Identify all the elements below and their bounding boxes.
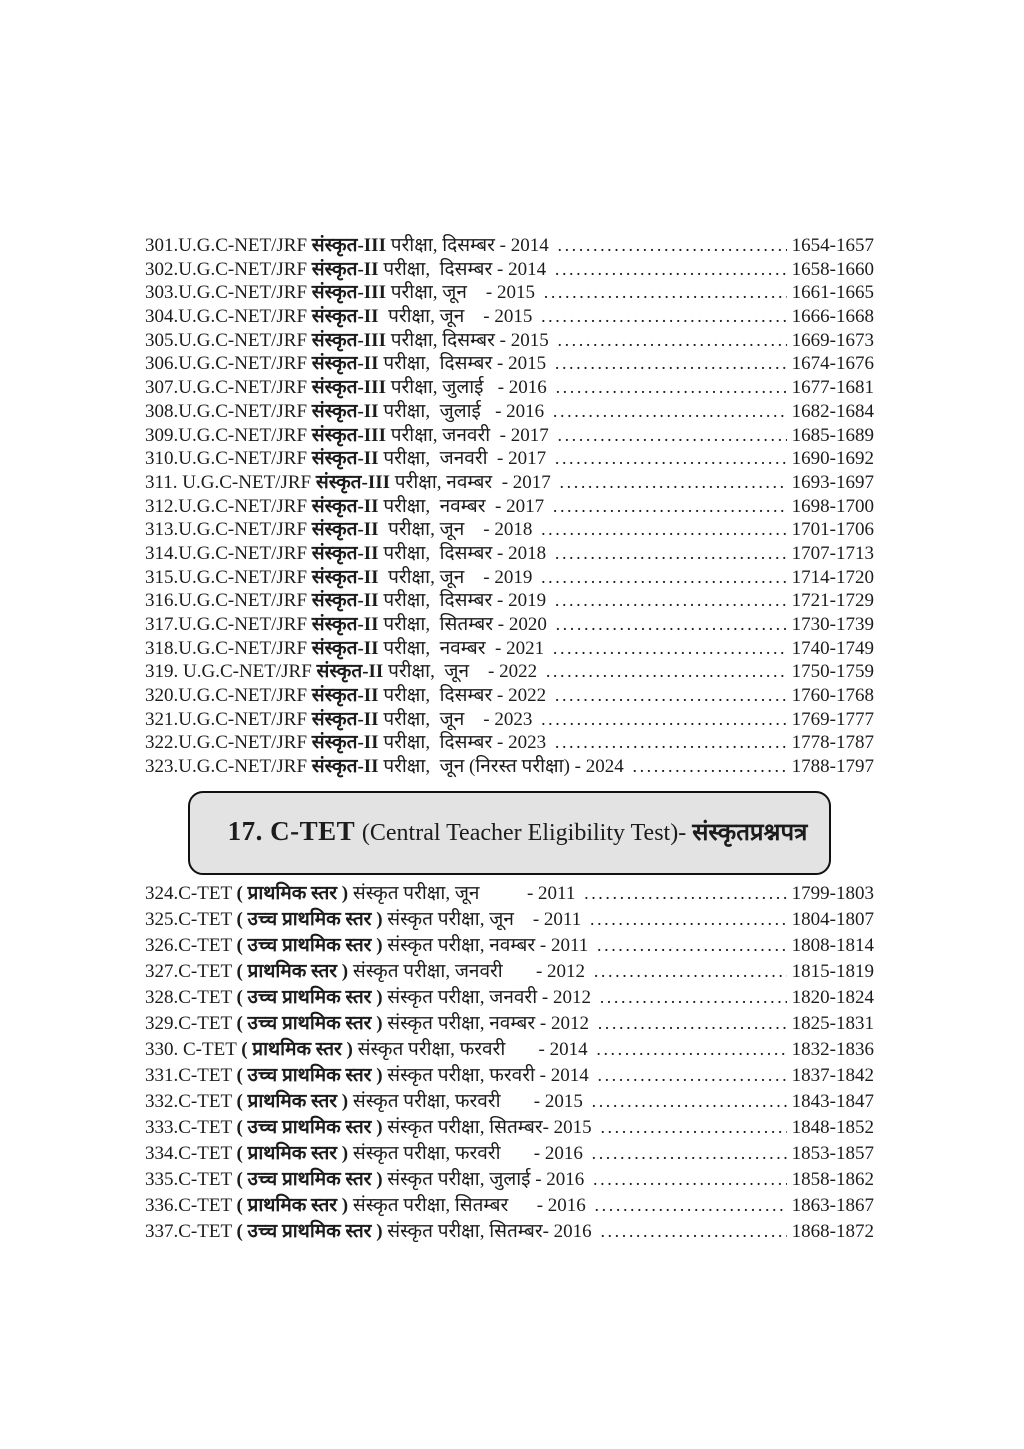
entry-detail-label: संस्कृत परीक्षा, सितम्बर- 2016: [382, 1220, 597, 1242]
toc-entry-row: [145, 1066, 874, 1092]
entry-page-range: 1730-1739: [791, 614, 874, 635]
entry-number-and-exam-label: 328.C-TET: [145, 986, 237, 1008]
dot-leader: [555, 733, 787, 752]
dot-leader: [555, 591, 787, 610]
entry-level-bold-label: ( उच्च प्राथमिक स्तर ): [236, 1220, 383, 1242]
entry-number-and-exam-label: 324.C-TET: [145, 882, 237, 904]
entry-number-and-exam-label: 311. U.G.C-NET/JRF: [145, 471, 316, 493]
entry-number-and-exam-label: 316.U.G.C-NET/JRF: [145, 590, 312, 612]
entry-number-and-exam-label: 321.U.G.C-NET/JRF: [145, 708, 312, 730]
entry-page-range: 1740-1749: [791, 637, 874, 659]
entry-detail-label: परीक्षा, जुलाई - 2016: [385, 377, 552, 399]
ctet-section-hindi-title: संस्कृतप्रश्नपत्र: [692, 819, 808, 846]
dot-leader: [541, 520, 787, 539]
toc-entry-row: [145, 544, 874, 568]
toc-entry-row: [145, 402, 874, 426]
entry-level-bold-label: ( प्राथमिक स्तर ): [236, 1142, 349, 1164]
dot-leader: [600, 988, 787, 1007]
dot-leader: [553, 402, 787, 421]
ctet-section-header: [188, 791, 832, 875]
entry-detail-label: परीक्षा, दिसम्बर - 2018: [378, 542, 551, 564]
entry-paper-bold-label: संस्कृत-III: [311, 424, 386, 446]
toc-entry-row: [145, 331, 874, 355]
dot-leader: [596, 1040, 786, 1059]
entry-detail-label: परीक्षा, जून - 2015: [385, 282, 540, 304]
entry-number-and-exam-label: 322.U.G.C-NET/JRF: [145, 732, 312, 754]
entry-paper-bold-label: संस्कृत-II: [311, 400, 379, 422]
dot-leader: [556, 378, 787, 397]
entry-number-and-exam-label: 337.C-TET: [145, 1220, 237, 1242]
toc-entry-row: [145, 615, 874, 639]
entry-page-range: 1843-1847: [791, 1090, 874, 1112]
toc-entry-row: [145, 1014, 874, 1040]
entry-number-and-exam-label: 306.U.G.C-NET/JRF: [145, 353, 312, 375]
entry-level-bold-label: ( उच्च प्राथमिक स्तर ): [236, 1064, 383, 1086]
entry-page-range: 1808-1814: [791, 934, 874, 956]
entry-paper-bold-label: संस्कृत-II: [311, 258, 379, 280]
entry-page-range: 1820-1824: [791, 986, 874, 1008]
entry-page-range: 1682-1684: [791, 400, 874, 422]
ugc-net-jrf-entries-list: [145, 236, 874, 781]
ctet-section-number-title: 17. C-TET: [227, 815, 362, 846]
entry-page-range: 1707-1713: [791, 542, 874, 564]
dot-leader: [555, 686, 787, 705]
entry-detail-label: संस्कृत परीक्षा, फरवरी - 2015: [348, 1090, 588, 1112]
entry-paper-bold-label: संस्कृत-III: [311, 377, 386, 399]
dot-leader: [594, 962, 787, 981]
entry-number-and-exam-label: 330. C-TET: [145, 1038, 242, 1060]
entry-paper-bold-label: संस्कृत-II: [311, 495, 379, 517]
dot-leader: [590, 910, 787, 929]
toc-entry-row: [145, 260, 874, 284]
dot-leader: [557, 426, 786, 445]
entry-page-range: 1863-1867: [791, 1194, 874, 1216]
entry-detail-label: परीक्षा, जून - 2022: [383, 661, 542, 683]
toc-entry-row: [145, 962, 874, 988]
entry-detail-label: परीक्षा, नवम्बर - 2017: [378, 495, 549, 517]
toc-entry-row: [145, 1040, 874, 1066]
dot-leader: [632, 757, 786, 776]
toc-entry-row: [145, 568, 874, 592]
toc-entry-row: [145, 1222, 874, 1248]
entry-number-and-exam-label: 317.U.G.C-NET/JRF: [145, 614, 312, 635]
toc-entry-row: [145, 236, 874, 260]
dot-leader: [593, 1170, 787, 1189]
entry-detail-label: संस्कृत परीक्षा, जुलाई - 2016: [382, 1168, 590, 1190]
entry-number-and-exam-label: 301.U.G.C-NET/JRF: [145, 235, 312, 256]
entry-level-bold-label: ( प्राथमिक स्तर ): [236, 960, 349, 982]
entry-page-range: 1868-1872: [791, 1220, 874, 1242]
entry-level-bold-label: ( उच्च प्राथमिक स्तर ): [236, 1168, 383, 1190]
entry-detail-label: परीक्षा, जून - 2023: [378, 708, 538, 730]
entry-page-range: 1674-1676: [791, 353, 874, 375]
entry-paper-bold-label: संस्कृत-II: [311, 756, 379, 778]
entry-detail-label: परीक्षा, जून - 2015: [378, 306, 538, 328]
toc-entry-row: [145, 884, 874, 910]
entry-level-bold-label: ( उच्च प्राथमिक स्तर ): [236, 986, 383, 1008]
entry-level-bold-label: ( उच्च प्राथमिक स्तर ): [236, 1116, 383, 1138]
ctet-section-subtitle: (Central Teacher Eligibility Test)-: [361, 819, 693, 846]
entry-level-bold-label: ( उच्च प्राथमिक स्तर ): [236, 908, 383, 930]
entry-detail-label: संस्कृत परीक्षा, फरवरी - 2016: [348, 1142, 588, 1164]
entry-number-and-exam-label: 323.U.G.C-NET/JRF: [145, 756, 312, 778]
entry-number-and-exam-label: 333.C-TET: [145, 1116, 237, 1138]
entry-detail-label: परीक्षा, दिसम्बर - 2015: [385, 329, 554, 351]
entry-level-bold-label: ( उच्च प्राथमिक स्तर ): [236, 934, 383, 956]
entry-number-and-exam-label: 309.U.G.C-NET/JRF: [145, 424, 312, 446]
dot-leader: [560, 473, 787, 492]
dot-leader: [592, 1092, 787, 1111]
entry-paper-bold-label: संस्कृत-III: [311, 329, 386, 351]
entry-paper-bold-label: संस्कृत-III: [311, 282, 386, 304]
entry-paper-bold-label: संस्कृत-II: [311, 590, 379, 612]
entry-detail-label: संस्कृत परीक्षा, जनवरी - 2012: [382, 986, 596, 1008]
toc-entry-row: [145, 662, 874, 686]
entry-detail-label: परीक्षा, दिसम्बर - 2014: [385, 235, 554, 256]
entry-page-range: 1701-1706: [791, 519, 874, 541]
entry-number-and-exam-label: 308.U.G.C-NET/JRF: [145, 400, 312, 422]
entry-detail-label: संस्कृत परीक्षा, सितम्बर - 2016: [348, 1194, 591, 1216]
entry-paper-bold-label: संस्कृत-III: [315, 471, 391, 493]
entry-level-bold-label: ( प्राथमिक स्तर ): [236, 1194, 349, 1216]
entry-number-and-exam-label: 307.U.G.C-NET/JRF: [145, 377, 312, 399]
entry-page-range: 1837-1842: [791, 1064, 874, 1086]
toc-entry-row: [145, 449, 874, 473]
entry-paper-bold-label: संस्कृत-II: [311, 637, 379, 659]
toc-entry-row: [145, 1118, 874, 1144]
toc-entry-row: [145, 378, 874, 402]
dot-leader: [595, 1196, 787, 1215]
entry-page-range: 1853-1857: [791, 1142, 874, 1164]
dot-leader: [555, 544, 787, 563]
dot-leader: [600, 1118, 786, 1137]
entry-number-and-exam-label: 314.U.G.C-NET/JRF: [145, 542, 312, 564]
toc-entry-row: [145, 520, 874, 544]
entry-number-and-exam-label: 312.U.G.C-NET/JRF: [145, 495, 312, 517]
entry-page-range: 1721-1729: [791, 590, 874, 612]
entry-paper-bold-label: संस्कृत-II: [316, 661, 384, 683]
toc-entry-row: [145, 1144, 874, 1170]
entry-number-and-exam-label: 325.C-TET: [145, 908, 237, 930]
entry-number-and-exam-label: 302.U.G.C-NET/JRF: [145, 258, 312, 280]
entry-page-range: 1848-1852: [791, 1116, 874, 1138]
entry-number-and-exam-label: 335.C-TET: [145, 1168, 237, 1190]
entry-number-and-exam-label: 336.C-TET: [145, 1194, 237, 1216]
entry-detail-label: संस्कृत परीक्षा, जून - 2011: [382, 908, 586, 930]
entry-detail-label: परीक्षा, नवम्बर - 2021: [378, 637, 549, 659]
entry-page-range: 1832-1836: [791, 1038, 874, 1060]
entry-page-range: 1658-1660: [791, 258, 874, 280]
dot-leader: [544, 283, 787, 302]
toc-entry-row: [145, 936, 874, 962]
entry-page-range: 1858-1862: [791, 1168, 874, 1190]
toc-entry-row: [145, 988, 874, 1014]
dot-leader: [541, 710, 787, 729]
entry-page-range: 1661-1665: [791, 282, 874, 304]
entry-number-and-exam-label: 329.C-TET: [145, 1012, 237, 1034]
entry-number-and-exam-label: 315.U.G.C-NET/JRF: [145, 566, 312, 588]
dot-leader: [553, 497, 787, 516]
entry-page-range: 1750-1759: [791, 661, 874, 683]
dot-leader: [598, 1014, 787, 1033]
entry-detail-label: संस्कृत परीक्षा, नवम्बर - 2012: [382, 1012, 594, 1034]
ctet-entries-list: [145, 884, 874, 1248]
entry-detail-label: परीक्षा, जुलाई - 2016: [378, 400, 549, 422]
toc-entry-row: [145, 639, 874, 663]
dot-leader: [592, 1144, 787, 1163]
entry-number-and-exam-label: 327.C-TET: [145, 960, 237, 982]
entry-detail-label: परीक्षा, दिसम्बर - 2022: [378, 685, 551, 707]
toc-entry-row: [145, 591, 874, 615]
toc-entry-row: [145, 1170, 874, 1196]
dot-leader: [555, 260, 787, 279]
entry-page-range: 1799-1803: [791, 882, 874, 904]
dot-leader: [555, 449, 787, 468]
entry-page-range: 1760-1768: [791, 685, 874, 707]
entry-detail-label: परीक्षा, सितम्बर - 2020: [378, 614, 552, 635]
entry-number-and-exam-label: 304.U.G.C-NET/JRF: [145, 306, 312, 328]
entry-detail-label: संस्कृत परीक्षा, जनवरी - 2012: [348, 960, 590, 982]
toc-entry-row: [145, 283, 874, 307]
toc-entry-row: [145, 910, 874, 936]
entry-paper-bold-label: संस्कृत-II: [311, 732, 379, 754]
entry-number-and-exam-label: 318.U.G.C-NET/JRF: [145, 637, 312, 659]
entry-number-and-exam-label: 320.U.G.C-NET/JRF: [145, 685, 312, 707]
entry-detail-label: संस्कृत परीक्षा, फरवरी - 2014: [352, 1038, 593, 1060]
entry-level-bold-label: ( उच्च प्राथमिक स्तर ): [236, 1012, 383, 1034]
entry-detail-label: परीक्षा, जनवरी - 2017: [385, 424, 554, 446]
dot-leader: [541, 307, 787, 326]
entry-detail-label: परीक्षा, दिसम्बर - 2015: [378, 353, 551, 375]
dot-leader: [541, 568, 787, 587]
entry-page-range: 1825-1831: [791, 1012, 874, 1034]
entry-page-range: 1666-1668: [791, 306, 874, 328]
entry-level-bold-label: ( प्राथमिक स्तर ): [236, 1090, 349, 1112]
toc-entry-row: [145, 497, 874, 521]
entry-number-and-exam-label: 331.C-TET: [145, 1064, 237, 1086]
toc-entry-row: [145, 1196, 874, 1222]
entry-detail-label: परीक्षा, नवम्बर - 2017: [390, 471, 556, 493]
entry-detail-label: संस्कृत परीक्षा, सितम्बर- 2015: [382, 1116, 597, 1138]
entry-detail-label: परीक्षा, जून (निरस्त परीक्षा) - 2024: [378, 756, 629, 778]
entry-page-range: 1654-1657: [791, 235, 874, 256]
entry-detail-label: परीक्षा, जून - 2018: [378, 519, 538, 541]
dot-leader: [553, 639, 787, 658]
entry-number-and-exam-label: 303.U.G.C-NET/JRF: [145, 282, 312, 304]
entry-page-range: 1693-1697: [791, 471, 874, 493]
toc-entry-row: [145, 686, 874, 710]
entry-level-bold-label: ( प्राथमिक स्तर ): [241, 1038, 353, 1060]
entry-paper-bold-label: संस्कृत-II: [311, 448, 379, 470]
entry-paper-bold-label: संस्कृत-II: [311, 708, 379, 730]
entry-number-and-exam-label: 313.U.G.C-NET/JRF: [145, 519, 312, 541]
entry-number-and-exam-label: 326.C-TET: [145, 934, 237, 956]
entry-paper-bold-label: संस्कृत-III: [311, 235, 386, 256]
entry-number-and-exam-label: 332.C-TET: [145, 1090, 237, 1112]
entry-detail-label: संस्कृत परीक्षा, नवम्बर - 2011: [382, 934, 593, 956]
entry-paper-bold-label: संस्कृत-II: [311, 566, 379, 588]
dot-leader: [600, 1222, 786, 1241]
toc-entry-row: [145, 354, 874, 378]
entry-page-range: 1677-1681: [791, 377, 874, 399]
dot-leader: [584, 884, 787, 903]
entry-page-range: 1815-1819: [791, 960, 874, 982]
entry-number-and-exam-label: 305.U.G.C-NET/JRF: [145, 329, 312, 351]
entry-detail-label: परीक्षा, जून - 2019: [378, 566, 538, 588]
dot-leader: [597, 1066, 786, 1085]
toc-entry-row: [145, 426, 874, 450]
dot-leader: [597, 936, 787, 955]
entry-paper-bold-label: संस्कृत-II: [311, 519, 379, 541]
toc-entry-row: [145, 733, 874, 757]
dot-leader: [555, 354, 787, 373]
entry-page-range: 1788-1797: [791, 756, 874, 778]
entry-paper-bold-label: संस्कृत-II: [311, 353, 379, 375]
entry-detail-label: परीक्षा, दिसम्बर - 2014: [378, 258, 551, 280]
entry-page-range: 1769-1777: [791, 708, 874, 730]
entry-paper-bold-label: संस्कृत-II: [311, 542, 379, 564]
entry-page-range: 1669-1673: [791, 329, 874, 351]
toc-entry-row: [145, 757, 874, 781]
entry-paper-bold-label: संस्कृत-II: [311, 614, 379, 635]
entry-page-range: 1685-1689: [791, 424, 874, 446]
entry-number-and-exam-label: 319. U.G.C-NET/JRF: [145, 661, 317, 683]
entry-page-range: 1804-1807: [791, 908, 874, 930]
entry-detail-label: संस्कृत परीक्षा, जून - 2011: [348, 882, 581, 904]
entry-number-and-exam-label: 334.C-TET: [145, 1142, 237, 1164]
entry-detail-label: परीक्षा, दिसम्बर - 2019: [378, 590, 551, 612]
entry-page-range: 1714-1720: [791, 566, 874, 588]
entry-detail-label: संस्कृत परीक्षा, फरवरी - 2014: [382, 1064, 594, 1086]
entry-paper-bold-label: संस्कृत-II: [311, 306, 379, 328]
dot-leader: [557, 331, 786, 350]
entry-page-range: 1778-1787: [791, 732, 874, 754]
toc-entry-row: [145, 473, 874, 497]
dot-leader: [546, 662, 787, 681]
dot-leader: [556, 615, 787, 634]
entry-level-bold-label: ( प्राथमिक स्तर ): [236, 882, 349, 904]
dot-leader: [557, 236, 786, 255]
entry-page-range: 1690-1692: [791, 448, 874, 470]
toc-entry-row: [145, 307, 874, 331]
entry-page-range: 1698-1700: [791, 495, 874, 517]
entry-number-and-exam-label: 310.U.G.C-NET/JRF: [145, 448, 312, 470]
toc-entry-row: [145, 1092, 874, 1118]
entry-detail-label: परीक्षा, दिसम्बर - 2023: [378, 732, 551, 754]
entry-paper-bold-label: संस्कृत-II: [311, 685, 379, 707]
toc-entry-row: [145, 710, 874, 734]
entry-detail-label: परीक्षा, जनवरी - 2017: [378, 448, 551, 470]
